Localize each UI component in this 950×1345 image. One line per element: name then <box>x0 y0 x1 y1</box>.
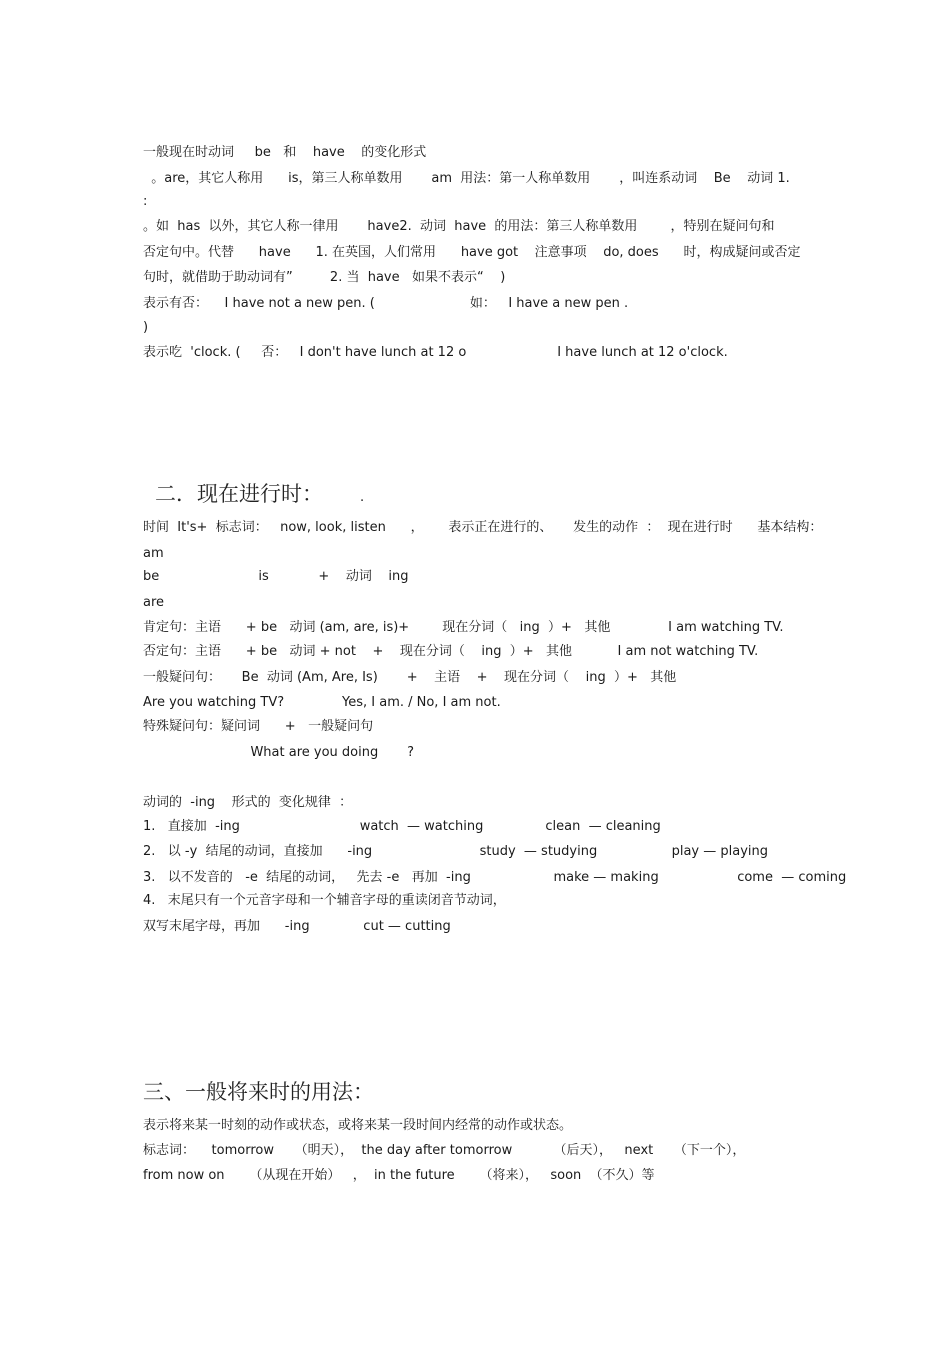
section1-line-6: 句时，就借助于助动词有” 2. 当 have 如果不表示“ ) <box>143 270 506 285</box>
section2-line-14: 2. 以 -y 结尾的动词，直接加 -ing study — studying play — playing <box>143 844 769 859</box>
section2-line-5: 肯定句：主语 + be 动词 (am, are, is)+ 现在分词（ ing ）+ 其他 I am watching TV. <box>143 620 784 635</box>
section3-heading: 三、一般将来时的用法： <box>143 1080 374 1104</box>
section1-line-4: 。如 has 以外，其它人称一律用 have2. 动词 have 的用法：第三人称单数用 ，特别在疑问句和 <box>143 219 775 234</box>
section1-line-5: 否定句中。代替 have 1. 在英国，人们常用 have got 注意事项 do, does 时，构成疑问或否定 <box>143 245 801 260</box>
section2-line-17: 双写末尾字母，再加 -ing cut — cutting <box>143 919 451 934</box>
section3-line-3: from now on （从现在开始） ， in the future （将来）， soon （不久）等 <box>143 1168 655 1183</box>
section1-line-1: 一般现在时动词 be 和 have 的变化形式 <box>143 145 427 160</box>
section2-line-8: Are you watching TV? Yes, I am. / No, I am not. <box>143 695 501 710</box>
section1-line-7: 表示有否： I have not a new pen. ( 如： I have a new pen . <box>143 296 629 311</box>
section3-line-1: 表示将来某一时刻的动作或状态，或将来某一段时间内经常的动作或状态。 <box>143 1118 573 1133</box>
section2-line-12: 动词的 -ing 形式的 变化规律 ： <box>143 795 353 810</box>
section2-line-1: 时间 It's+ 标志词： now, look, listen ， 表示正在进行的、 发生的动作 ： 现在进行时 基本结构： <box>143 520 823 535</box>
section2-line-7: 一般疑问句： Be 动词 (Am, Are, Is) + 主语 + 现在分词（ ing ）+ 其他 <box>143 670 677 685</box>
section2-line-10: What are you doing ? <box>143 745 415 760</box>
section2-line-6: 否定句：主语 + be 动词 + not + 现在分词（ ing ）+ 其他 I am not watching TV. <box>143 644 759 659</box>
section1-line-3: : <box>143 194 148 209</box>
section1-line-8: ) <box>143 320 149 335</box>
section2-line-13: 1. 直接加 -ing watch — watching clean — cleaning <box>143 819 661 834</box>
section2-heading-dot: . <box>360 490 365 505</box>
section1-line-2: 。are，其它人称用 is，第三人称单数用 am 用法：第一人称单数用 ，叫连系动词 Be 动词 1. <box>143 171 790 186</box>
section2-line-2: am <box>143 546 164 561</box>
section2-heading: 二．现在进行时： <box>155 482 323 506</box>
section2-line-15: 3. 以不发音的 -e 结尾的动词， 先去 -e 再加 -ing make — making come — coming <box>143 870 847 885</box>
section2-line-16: 4. 末尾只有一个元音字母和一个辅音字母的重读闭音节动词， <box>143 893 506 908</box>
section2-line-3: be is + 动词 ing <box>143 569 409 584</box>
section2-line-4: are <box>143 595 165 610</box>
section2-line-9: 特殊疑问句：疑问词 + 一般疑问句 <box>143 719 374 734</box>
section3-line-2: 标志词： tomorrow （明天）， the day after tomorrow （后天）， next （下一个）， <box>143 1143 746 1158</box>
section1-line-9: 表示吃 'clock. ( 否： I don't have lunch at 12 o I have lunch at 12 o'clock. <box>143 345 728 360</box>
